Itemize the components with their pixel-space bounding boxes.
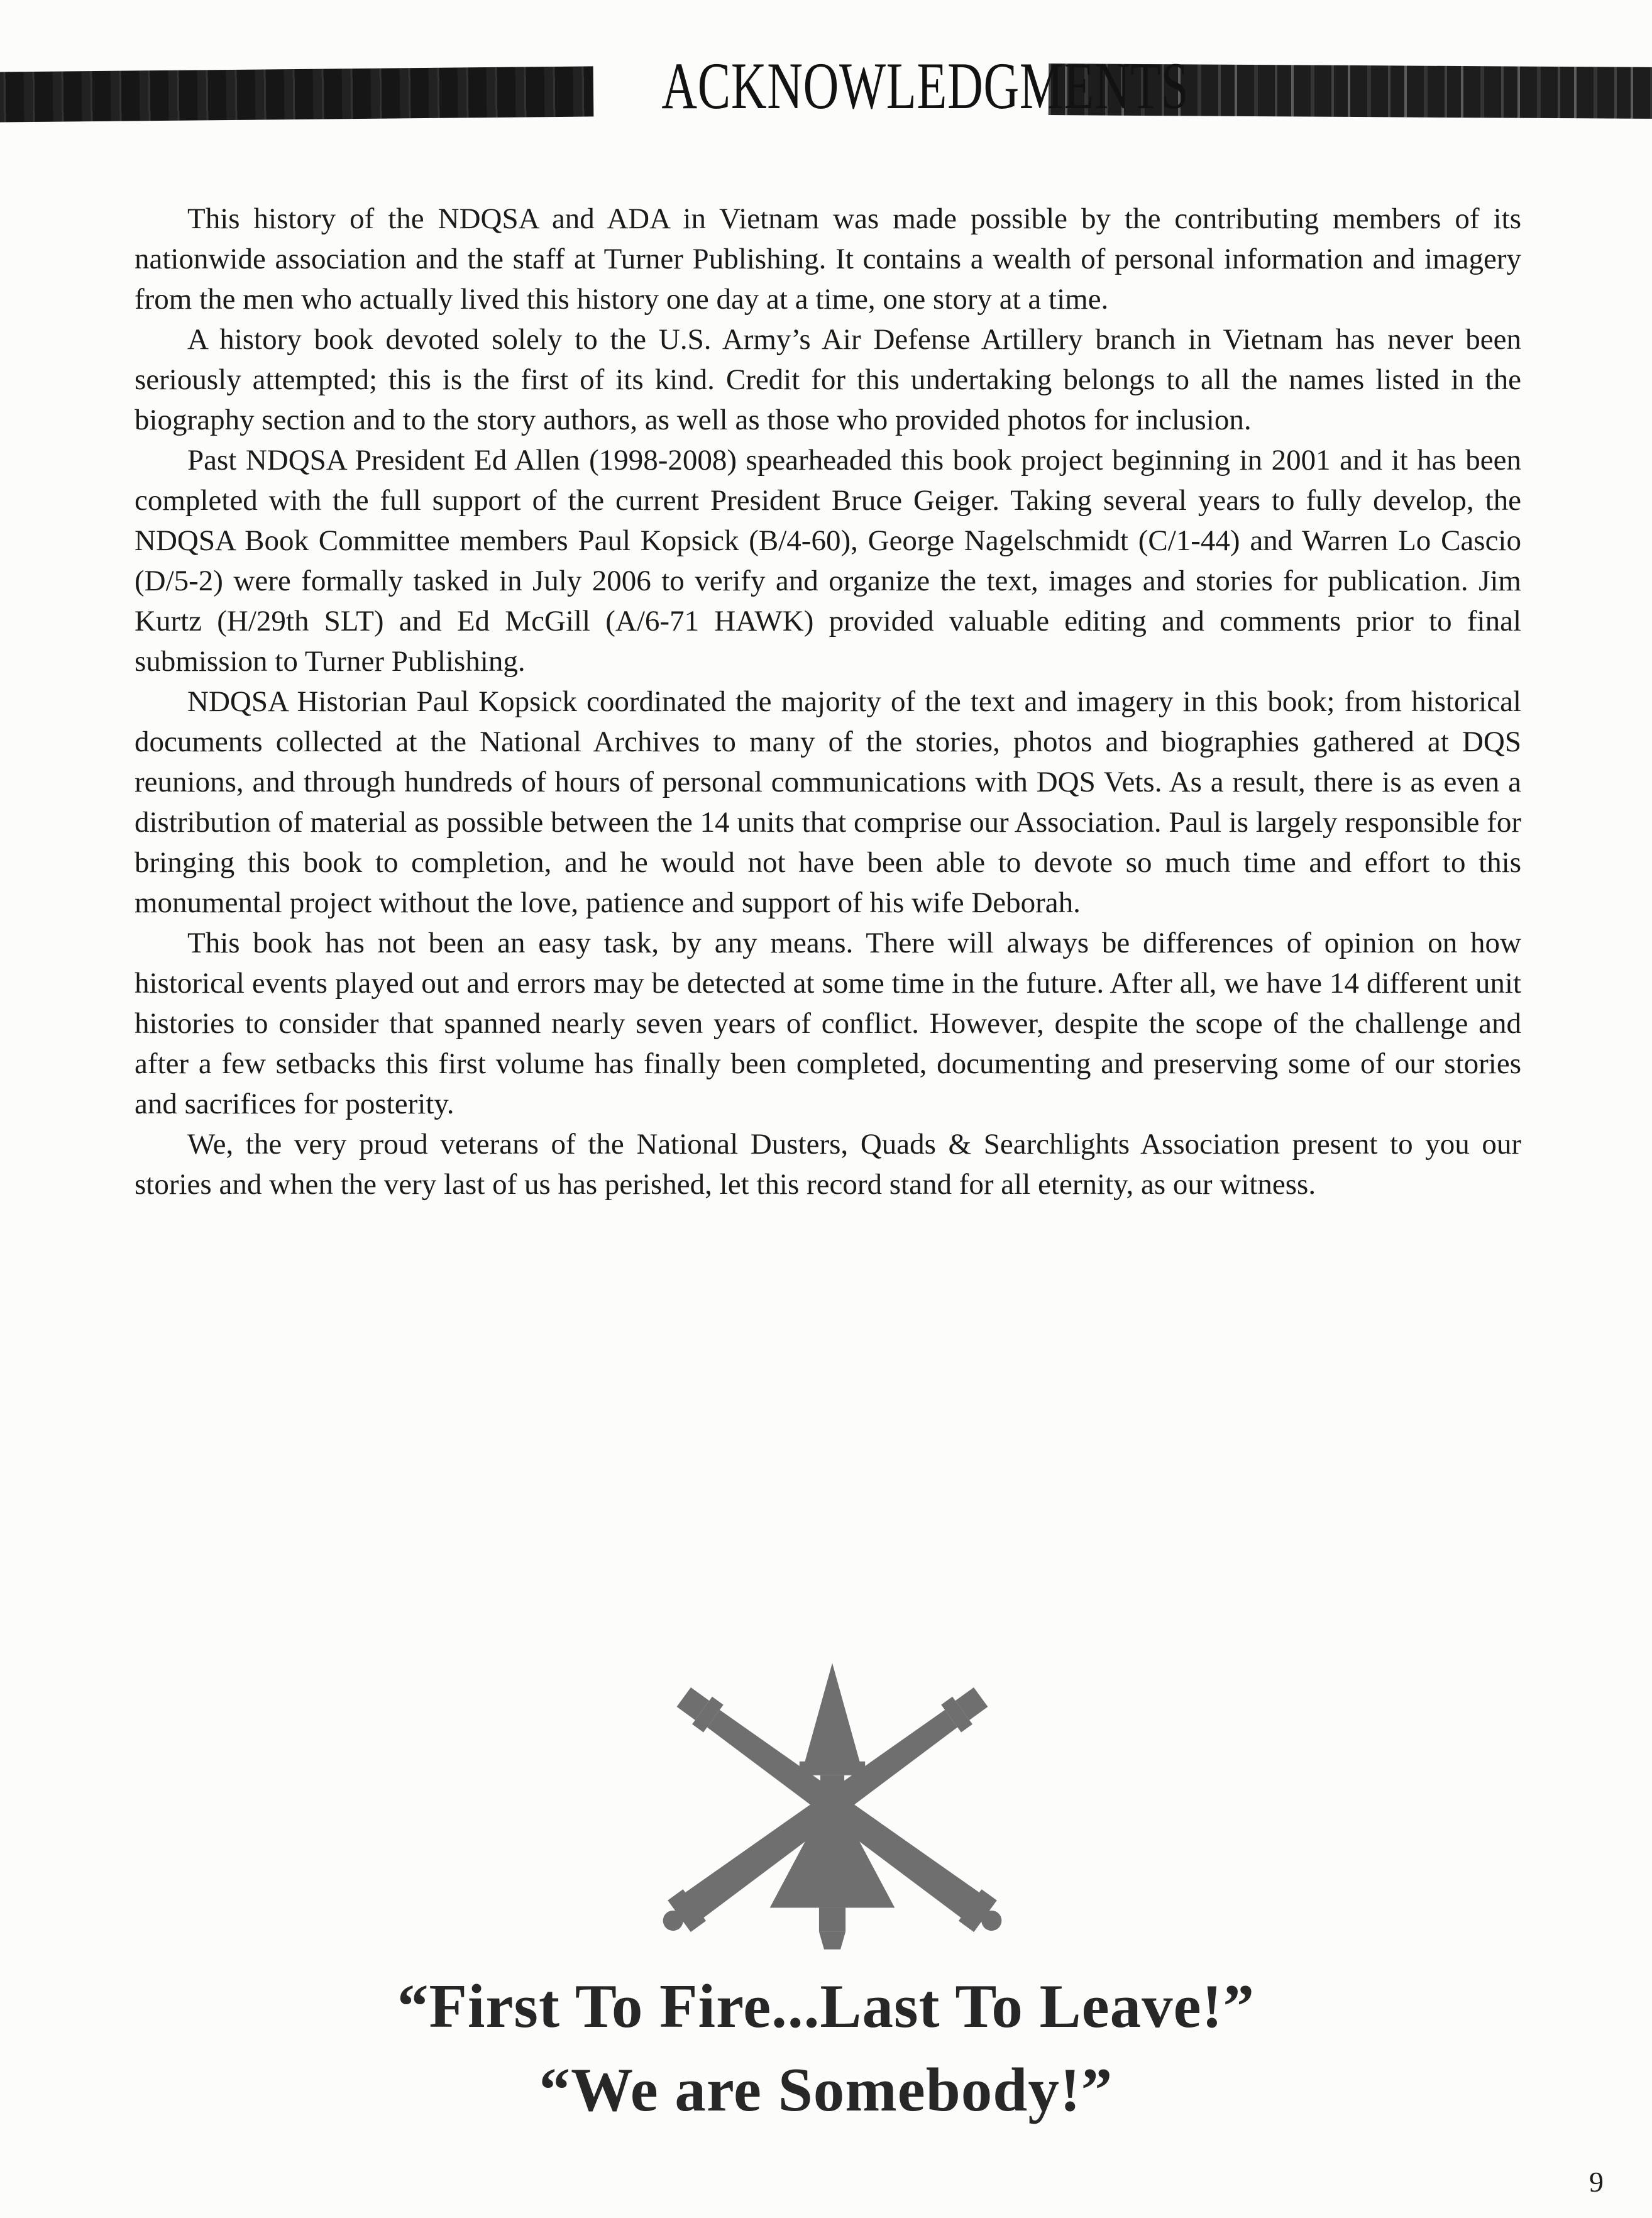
page-title: ACKNOWLEDGMENTS — [661, 49, 1189, 123]
air-defense-artillery-insignia-icon — [646, 1655, 1018, 1955]
motto-we-are-somebody: “We are Somebody!” — [539, 2056, 1113, 2124]
paragraph: Past NDQSA President Ed Allen (1998-2008) spearheaded this book project beginning in 2001 and it has been completed with the full support of the current President Bruce Geiger. Taking several years to fully develop, the NDQSA Book Committee members Paul Kopsick (B/4-60), George Nagelschmidt (C/1-44) and Warren Lo Cascio (D/5-2) were formally tasked in July 2006 to verify and organize the text, images and stories for publication. Jim Kurtz (H/29th SLT) and Ed McGill (A/6-71 HAWK) provided valuable editing and comments prior to final submission to Turner Publishing. — [135, 444, 1521, 678]
paragraph: We, the very proud veterans of the National Dusters, Quads & Searchlights Association present to you our stories and when the very last of us has perished, let this record stand for all eternity, as our witness. — [135, 1128, 1521, 1201]
paragraph: A history book devoted solely to the U.S. Army’s Air Defense Artillery branch in Vietnam has never been seriously attempted; this is the first of its kind. Credit for this undertaking belongs to all the names listed in the biography section and to the story authors, as well as those who provided photos for inclusion. — [135, 323, 1521, 436]
motto-first-to-fire: “First To Fire...Last To Leave!” — [397, 1972, 1255, 2041]
paragraph: NDQSA Historian Paul Kopsick coordinated the majority of the text and imagery in this book; from historical documents collected at the National Archives to many of the stories, photos and biographies gathered at DQS reunions, and through hundreds of hours of personal communications with DQS Vets. As a result, there is as even a distribution of material as possible between the 14 units that comprise our Association. Paul is largely responsible for bringing this book to completion, and he would not have been able to devote so much time and effort to this monumental project without the love, patience and support of his wife Deborah. — [135, 685, 1521, 919]
header-title-wrap — [569, 49, 1189, 123]
paragraph: This book has not been an easy task, by any means. There will always be differences of opinion on how historical events played out and errors may be detected at some time in the future. After all, we have 14 different unit histories to consider that spanned nearly seven years of conflict. However, despite the scope of the challenge and after a few setbacks this first volume has finally been completed, documenting and preserving some of our stories and sacrifices for posterity. — [135, 927, 1521, 1120]
body-text — [135, 199, 1521, 1205]
header-bar-left — [0, 66, 593, 122]
mottos — [0, 1972, 1652, 2124]
paragraph: This history of the NDQSA and ADA in Vietnam was made possible by the contributing members of its nationwide association and the staff at Turner Publishing. It contains a wealth of personal information and imagery from the men who actually lived this history one day at a time, one story at a time. — [135, 202, 1521, 316]
page-number: 9 — [1589, 2166, 1604, 2198]
